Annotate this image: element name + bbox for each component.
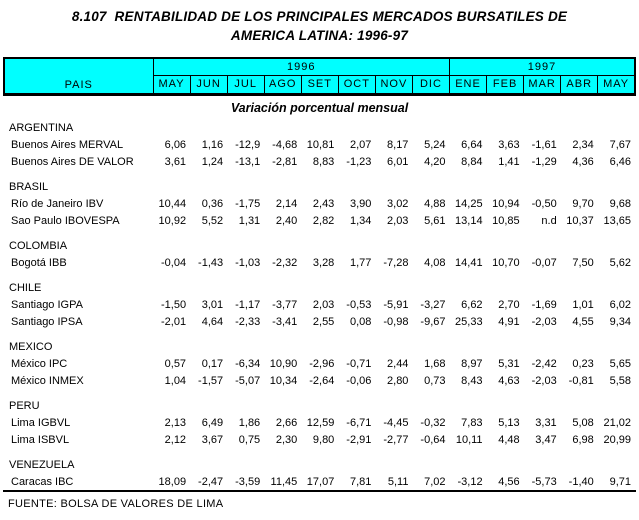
market-row bbox=[4, 414, 635, 431]
value-cell: 0,23 bbox=[572, 357, 594, 370]
country-label: ARGENTINA bbox=[9, 121, 74, 134]
value-cell: 6,98 bbox=[572, 433, 594, 446]
value-cell: 8,17 bbox=[387, 138, 409, 151]
value-cell: 3,31 bbox=[535, 416, 557, 429]
value-cell: -2,33 bbox=[235, 315, 261, 328]
value-cell: 1,34 bbox=[349, 214, 372, 227]
market-label: México INMEX bbox=[11, 374, 84, 387]
value-cell: -2,03 bbox=[531, 374, 557, 387]
country-label: VENEZUELA bbox=[9, 458, 75, 471]
value-cell: -1,23 bbox=[346, 155, 372, 168]
value-cell: 1,01 bbox=[572, 298, 594, 311]
value-cell: 10,85 bbox=[492, 214, 520, 227]
value-cell: -0,06 bbox=[346, 374, 372, 387]
country-row bbox=[4, 338, 635, 355]
value-cell: -4,45 bbox=[383, 416, 409, 429]
market-label: Lima IGBVL bbox=[11, 416, 71, 429]
pais-column-header: PAIS bbox=[4, 58, 153, 94]
value-cell: -6,71 bbox=[346, 416, 372, 429]
value-cell: -0,53 bbox=[346, 298, 372, 311]
value-cell: -5,07 bbox=[235, 374, 261, 387]
value-cell: 6,06 bbox=[164, 138, 187, 151]
value-cell: 3,90 bbox=[349, 197, 372, 210]
country-label: MEXICO bbox=[9, 340, 53, 353]
market-label: Bogotá IBB bbox=[11, 256, 67, 269]
value-cell: 6,64 bbox=[461, 138, 483, 151]
section-spacer bbox=[4, 229, 635, 237]
value-cell: -1,29 bbox=[531, 155, 557, 168]
value-cell: 10,92 bbox=[158, 214, 187, 227]
value-cell: 14,41 bbox=[455, 256, 483, 269]
value-cell: 10,34 bbox=[269, 374, 298, 387]
value-cell: 4,55 bbox=[572, 315, 594, 328]
country-row bbox=[4, 178, 635, 195]
market-label: Caracas IBC bbox=[11, 475, 74, 488]
value-cell: 12,59 bbox=[306, 416, 335, 429]
value-cell: 4,20 bbox=[424, 155, 446, 168]
value-cell: 3,47 bbox=[535, 433, 557, 446]
section-spacer bbox=[4, 170, 635, 178]
market-row bbox=[4, 355, 635, 372]
value-cell: -13,1 bbox=[235, 155, 261, 168]
value-cell: 4,91 bbox=[498, 315, 520, 328]
value-cell: -2,42 bbox=[531, 357, 557, 370]
value-cell: 4,48 bbox=[498, 433, 520, 446]
value-cell: -1,50 bbox=[160, 298, 187, 311]
market-row bbox=[4, 431, 635, 448]
value-cell: -9,67 bbox=[420, 315, 446, 328]
value-cell: -3,27 bbox=[420, 298, 446, 311]
value-cell: -0,07 bbox=[531, 256, 557, 269]
market-row bbox=[4, 153, 635, 170]
value-cell: 10,37 bbox=[566, 214, 594, 227]
value-cell: -0,71 bbox=[346, 357, 372, 370]
value-cell: 5,31 bbox=[498, 357, 520, 370]
value-cell: 10,81 bbox=[306, 138, 335, 151]
value-cell: -1,61 bbox=[531, 138, 557, 151]
source-note: FUENTE: BOLSA DE VALORES DE LIMA bbox=[8, 498, 224, 510]
value-cell: -2,64 bbox=[309, 374, 335, 387]
value-cell: 17,07 bbox=[306, 475, 335, 488]
value-cell: 6,46 bbox=[609, 155, 631, 168]
value-cell: 5,61 bbox=[424, 214, 446, 227]
section-spacer bbox=[4, 271, 635, 279]
value-cell: 4,64 bbox=[201, 315, 224, 328]
market-row bbox=[4, 372, 635, 389]
market-label: Santiago IPSA bbox=[11, 315, 83, 328]
value-cell: 3,01 bbox=[201, 298, 224, 311]
value-cell: 8,84 bbox=[461, 155, 483, 168]
value-cell: -7,28 bbox=[383, 256, 409, 269]
value-cell: 2,44 bbox=[387, 357, 409, 370]
table-body bbox=[4, 94, 635, 490]
country-label: BRASIL bbox=[9, 180, 49, 193]
value-cell: 2,12 bbox=[164, 433, 187, 446]
value-cell: -2,96 bbox=[309, 357, 335, 370]
value-cell: -2,77 bbox=[383, 433, 409, 446]
value-cell: -1,17 bbox=[235, 298, 261, 311]
title-line-1: 8.107 RENTABILIDAD DE LOS PRINCIPALES MERCADOS BURSATILES DE bbox=[71, 9, 568, 24]
markets-table bbox=[3, 57, 636, 490]
value-cell: 2,30 bbox=[275, 433, 298, 446]
country-label: CHILE bbox=[9, 281, 42, 294]
value-cell: -2,03 bbox=[531, 315, 557, 328]
value-cell: 5,11 bbox=[387, 475, 409, 488]
value-cell: -3,12 bbox=[457, 475, 483, 488]
section-spacer bbox=[4, 389, 635, 397]
value-cell: 1,41 bbox=[498, 155, 520, 168]
title-line-2: AMERICA LATINA: 1996-97 bbox=[230, 28, 409, 43]
month-header-cell: OCT bbox=[338, 75, 375, 94]
market-row bbox=[4, 313, 635, 330]
value-cell: -4,68 bbox=[272, 138, 298, 151]
month-header-cell: ENE bbox=[450, 75, 487, 94]
value-cell: 9,71 bbox=[609, 475, 631, 488]
value-cell: 4,88 bbox=[424, 197, 446, 210]
value-cell: -1,57 bbox=[198, 374, 224, 387]
value-cell: 5,13 bbox=[498, 416, 520, 429]
value-cell: 1,04 bbox=[164, 374, 187, 387]
value-cell: 4,36 bbox=[572, 155, 594, 168]
value-cell: -0,81 bbox=[568, 374, 594, 387]
month-header-cell: SET bbox=[301, 75, 338, 94]
value-cell: 6,02 bbox=[609, 298, 631, 311]
value-cell: -0,64 bbox=[420, 433, 446, 446]
value-cell: 21,02 bbox=[603, 416, 631, 429]
value-cell: 2,34 bbox=[572, 138, 594, 151]
month-header-cell: ABR bbox=[561, 75, 598, 94]
value-cell: 5,24 bbox=[424, 138, 446, 151]
value-cell: 9,34 bbox=[609, 315, 631, 328]
value-cell: -12,9 bbox=[235, 138, 261, 151]
section-spacer bbox=[4, 330, 635, 338]
value-cell: -2,81 bbox=[272, 155, 298, 168]
value-cell: 2,13 bbox=[164, 416, 187, 429]
value-cell: 4,56 bbox=[498, 475, 520, 488]
value-cell: -5,91 bbox=[383, 298, 409, 311]
value-cell: -3,77 bbox=[272, 298, 298, 311]
market-label: Buenos Aires MERVAL bbox=[11, 138, 124, 151]
value-cell: -2,47 bbox=[198, 475, 224, 488]
value-cell: 9,80 bbox=[312, 433, 335, 446]
value-cell: 5,08 bbox=[572, 416, 594, 429]
country-label: PERU bbox=[9, 399, 40, 412]
value-cell: 9,70 bbox=[572, 197, 594, 210]
value-cell: -1,43 bbox=[198, 256, 224, 269]
value-cell: 0,08 bbox=[349, 315, 372, 328]
value-cell: 0,36 bbox=[201, 197, 224, 210]
month-header-cell: MAY bbox=[598, 75, 635, 94]
value-cell: 10,94 bbox=[492, 197, 520, 210]
market-row bbox=[4, 136, 635, 153]
month-header-cell: NOV bbox=[375, 75, 412, 94]
month-header-cell: MAY bbox=[153, 75, 190, 94]
market-label: Santiago IGPA bbox=[11, 298, 83, 311]
table-subtitle: Variación porcentual mensual bbox=[230, 101, 409, 116]
value-cell: -1,40 bbox=[568, 475, 594, 488]
value-cell: 0,17 bbox=[201, 357, 224, 370]
value-cell: 10,11 bbox=[455, 433, 483, 446]
value-cell: -0,32 bbox=[420, 416, 446, 429]
value-cell: 9,68 bbox=[609, 197, 631, 210]
year-group-header-1996: 1996 bbox=[153, 58, 450, 75]
country-row bbox=[4, 456, 635, 473]
report-title bbox=[0, 0, 639, 45]
value-cell: 3,28 bbox=[312, 256, 335, 269]
value-cell: 0,73 bbox=[424, 374, 446, 387]
year-group-header-1997: 1997 bbox=[450, 58, 636, 75]
value-cell: 6,49 bbox=[201, 416, 224, 429]
value-cell: 0,57 bbox=[164, 357, 187, 370]
value-cell: 6,62 bbox=[461, 298, 483, 311]
value-cell: 20,99 bbox=[603, 433, 631, 446]
value-cell: 0,75 bbox=[238, 433, 261, 446]
value-cell: 10,70 bbox=[492, 256, 520, 269]
market-row bbox=[4, 254, 635, 271]
subtitle-row bbox=[4, 94, 635, 119]
value-cell: 7,81 bbox=[349, 475, 372, 488]
section-spacer bbox=[4, 448, 635, 456]
value-cell: 1,86 bbox=[238, 416, 261, 429]
value-cell: 2,07 bbox=[349, 138, 372, 151]
country-row bbox=[4, 397, 635, 414]
value-cell: 2,03 bbox=[312, 298, 335, 311]
value-cell: -1,75 bbox=[235, 197, 261, 210]
country-row bbox=[4, 279, 635, 296]
month-header-cell: JUL bbox=[227, 75, 264, 94]
value-cell: 3,63 bbox=[498, 138, 520, 151]
market-label: Río de Janeiro IBV bbox=[11, 197, 104, 210]
value-cell: 25,33 bbox=[455, 315, 483, 328]
value-cell: 7,02 bbox=[424, 475, 446, 488]
value-cell: 2,40 bbox=[275, 214, 298, 227]
market-label: Buenos Aires DE VALOR bbox=[11, 155, 134, 168]
value-cell: -2,91 bbox=[346, 433, 372, 446]
market-row bbox=[4, 212, 635, 229]
value-cell: 11,45 bbox=[270, 475, 298, 488]
value-cell: 18,09 bbox=[158, 475, 187, 488]
table-header bbox=[4, 58, 635, 94]
country-row bbox=[4, 119, 635, 136]
value-cell: 4,08 bbox=[424, 256, 446, 269]
country-row bbox=[4, 237, 635, 254]
market-row bbox=[4, 296, 635, 313]
value-cell: 1,24 bbox=[201, 155, 224, 168]
value-cell: 7,83 bbox=[461, 416, 483, 429]
value-cell: -3,59 bbox=[235, 475, 261, 488]
value-cell: 7,50 bbox=[572, 256, 594, 269]
value-cell: -3,41 bbox=[272, 315, 298, 328]
value-cell: -1,03 bbox=[235, 256, 261, 269]
value-cell: 2,66 bbox=[275, 416, 298, 429]
value-cell: 3,67 bbox=[201, 433, 224, 446]
value-cell: 7,67 bbox=[609, 138, 631, 151]
value-cell: 13,65 bbox=[603, 214, 631, 227]
value-cell: 2,43 bbox=[312, 197, 335, 210]
value-cell: 2,82 bbox=[312, 214, 335, 227]
value-cell: -5,73 bbox=[531, 475, 557, 488]
value-cell: 5,58 bbox=[609, 374, 631, 387]
value-cell: -0,50 bbox=[531, 197, 557, 210]
value-cell: 5,52 bbox=[201, 214, 224, 227]
month-header-cell: JUN bbox=[190, 75, 227, 94]
value-cell: 1,68 bbox=[424, 357, 446, 370]
value-cell: -0,98 bbox=[383, 315, 409, 328]
value-cell: 13,14 bbox=[455, 214, 483, 227]
month-header-cell: FEB bbox=[487, 75, 524, 94]
month-header-cell: DIC bbox=[412, 75, 449, 94]
month-header-cell: MAR bbox=[524, 75, 561, 94]
market-label: Lima ISBVL bbox=[11, 433, 70, 446]
value-cell: 1,31 bbox=[238, 214, 261, 227]
value-cell: 5,65 bbox=[609, 357, 631, 370]
value-cell: 8,83 bbox=[312, 155, 335, 168]
market-label: México IPC bbox=[11, 357, 68, 370]
value-cell: 6,01 bbox=[387, 155, 409, 168]
value-cell: 2,55 bbox=[312, 315, 335, 328]
country-label: COLOMBIA bbox=[9, 239, 68, 252]
value-cell: 10,44 bbox=[158, 197, 187, 210]
value-cell: -2,01 bbox=[160, 315, 187, 328]
value-cell: 1,16 bbox=[201, 138, 224, 151]
market-row bbox=[4, 473, 635, 490]
value-cell: 2,80 bbox=[387, 374, 409, 387]
value-cell: 4,63 bbox=[498, 374, 520, 387]
value-cell: 5,62 bbox=[609, 256, 631, 269]
value-cell: 8,97 bbox=[461, 357, 483, 370]
market-label: Sao Paulo IBOVESPA bbox=[11, 214, 120, 227]
market-row bbox=[4, 195, 635, 212]
value-cell: 14,25 bbox=[455, 197, 483, 210]
value-cell: 8,43 bbox=[461, 374, 483, 387]
value-cell: -6,34 bbox=[235, 357, 261, 370]
value-cell: -1,69 bbox=[531, 298, 557, 311]
value-cell: 2,03 bbox=[387, 214, 409, 227]
value-cell: n.d bbox=[541, 214, 557, 227]
value-cell: 1,77 bbox=[349, 256, 372, 269]
value-cell: -0,04 bbox=[160, 256, 187, 269]
value-cell: -2,32 bbox=[272, 256, 298, 269]
value-cell: 3,61 bbox=[164, 155, 187, 168]
value-cell: 2,70 bbox=[498, 298, 520, 311]
value-cell: 2,14 bbox=[275, 197, 298, 210]
value-cell: 10,90 bbox=[269, 357, 298, 370]
month-header-cell: AGO bbox=[264, 75, 301, 94]
value-cell: 3,02 bbox=[387, 197, 409, 210]
